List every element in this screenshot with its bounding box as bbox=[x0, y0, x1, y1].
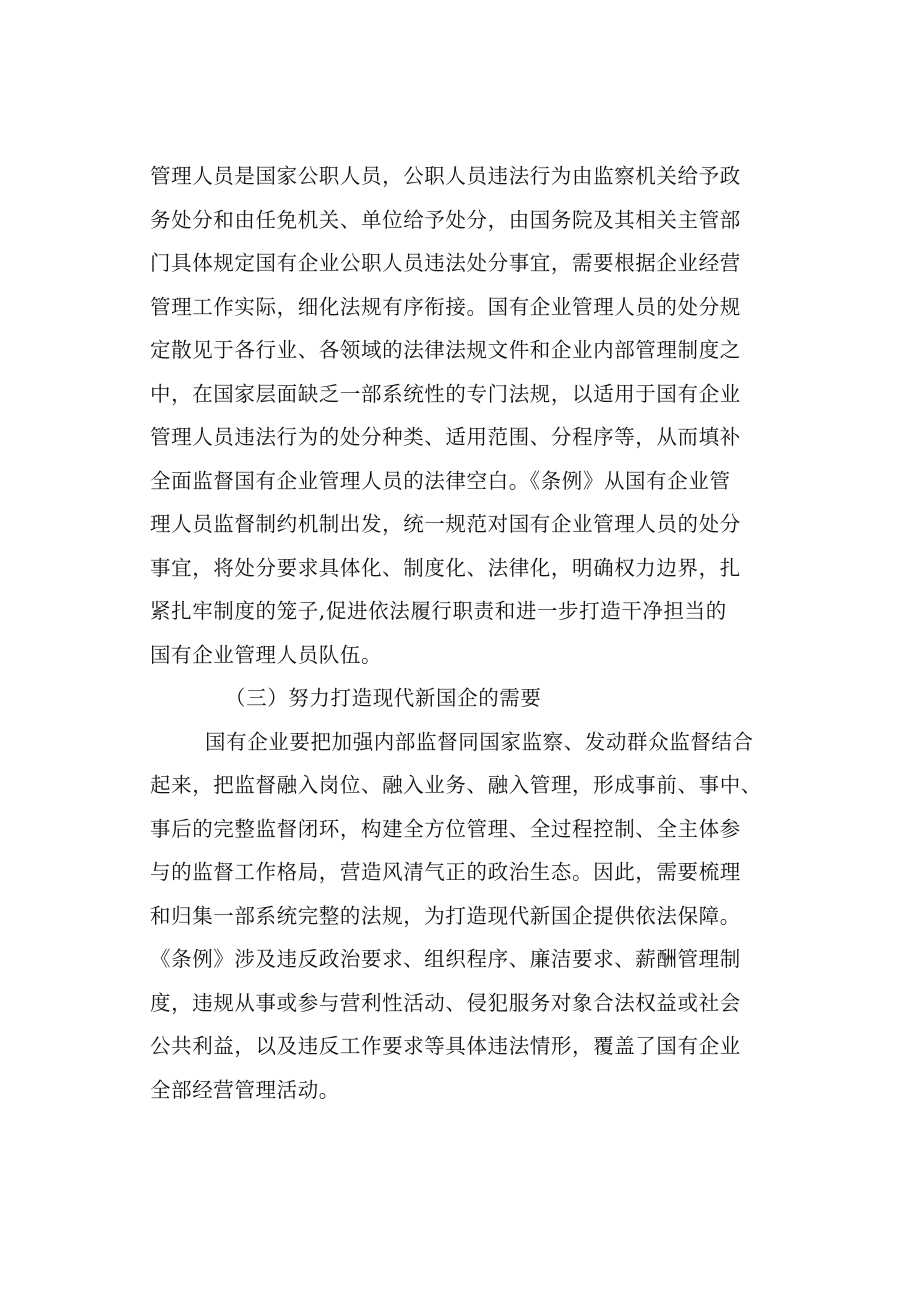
paragraph-line: 管理工作实际，细化法规有序衔接。国有企业管理人员的处分规 bbox=[150, 294, 741, 319]
paragraph-line: 紧扎牢制度的笼子,促进依法履行职责和进一步打造干净担当的 bbox=[150, 599, 727, 623]
paragraph-line: 务处分和由任免机关、单位给予处分，由国务院及其相关主管部 bbox=[150, 207, 741, 232]
paragraph-line: 和归集一部系统完整的法规，为打造现代新国企提供依法保障。 bbox=[150, 903, 741, 928]
paragraph-line: 与的监督工作格局，营造风清气正的政治生态。因此，需要梳理 bbox=[150, 860, 741, 884]
section-heading: （三）努力打造现代新国企的需要 bbox=[225, 686, 542, 710]
paragraph-line: 定散见于各行业、各领域的法律法规文件和企业内部管理制度之 bbox=[150, 338, 741, 362]
paragraph-line: 《条例》涉及违反政治要求、组织程序、廉洁要求、薪酬管理制 bbox=[150, 947, 741, 971]
paragraph-line: 全部经营管理活动。 bbox=[150, 1077, 340, 1102]
paragraph-line: 管理人员是国家公职人员，公职人员违法行为由监察机关给予政 bbox=[150, 164, 741, 188]
paragraph-line: 事后的完整监督闭环，构建全方位管理、全过程控制、全主体参 bbox=[150, 816, 741, 841]
paragraph-1 bbox=[150, 155, 850, 677]
paragraph-line: 国有企业管理人员队伍。 bbox=[150, 642, 383, 667]
paragraph-line: 门具体规定国有企业公职人员违法处分事宜，需要根据企业经营 bbox=[150, 251, 741, 275]
paragraph-line: 国有企业要把加强内部监督同国家监察、发动群众监督结合 bbox=[205, 729, 754, 754]
paragraph-line: 理人员监督制约机制出发，统一规范对国有企业管理人员的处分 bbox=[150, 512, 741, 536]
document-body bbox=[150, 155, 850, 1112]
paragraph-line: 中，在国家层面缺乏一部系统性的专门法规，以适用于国有企业 bbox=[150, 381, 741, 406]
paragraph-line: 管理人员违法行为的处分种类、适用范围、分程序等，从而填补 bbox=[150, 425, 741, 449]
paragraph-line: 事宜，将处分要求具体化、制度化、法律化，明确权力边界，扎 bbox=[150, 555, 741, 580]
paragraph-line: 起来，把监督融入岗位、融入业务、融入管理，形成事前、事中、 bbox=[150, 773, 762, 797]
paragraph-line: 度，违规从事或参与营利性活动、侵犯服务对象合法权益或社会 bbox=[150, 990, 741, 1015]
paragraph-line: 全面监督国有企业管理人员的法律空白。《条例》从国有企业管 bbox=[150, 468, 731, 493]
paragraph-line: 公共利益，以及违反工作要求等具体违法情形，覆盖了国有企业 bbox=[150, 1034, 741, 1058]
paragraph-2 bbox=[150, 721, 850, 1113]
